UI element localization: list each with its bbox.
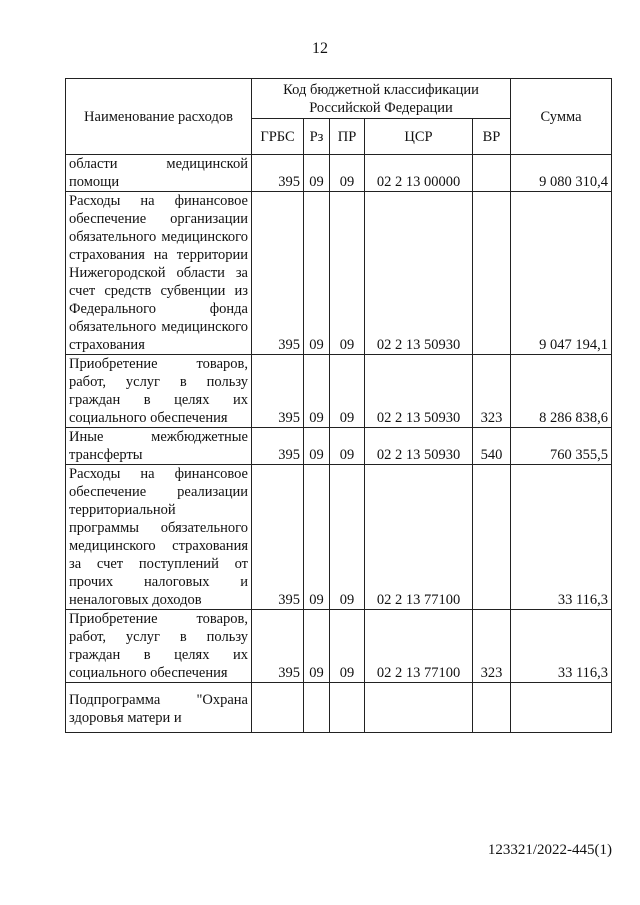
expense-name: Расходы на финансовое обеспечение реализации территориальной программы обязательного медицинского страхования за счет поступлений от прочих налоговых и неналоговых доходов	[66, 465, 252, 610]
expense-name: Приобретение товаров, работ, услуг в пользу граждан в целях их социального обеспечения	[66, 610, 252, 683]
vr-cell	[473, 192, 511, 355]
sum-cell	[511, 683, 612, 733]
expense-name: Подпрограмма "Охрана здоровья матери и	[66, 683, 252, 733]
table-row	[66, 155, 612, 192]
csr-cell: 02 2 13 50930	[365, 192, 473, 355]
header-sum-column: Сумма	[511, 79, 612, 155]
rz-cell: 09	[304, 192, 330, 355]
sum-cell: 8 286 838,6	[511, 355, 612, 428]
sum-cell: 33 116,3	[511, 465, 612, 610]
pr-cell: 09	[330, 428, 365, 465]
sum-cell: 9 047 194,1	[511, 192, 612, 355]
vr-cell: 323	[473, 610, 511, 683]
expense-name: области медицинской помощи	[66, 155, 252, 192]
csr-cell: 02 2 13 77100	[365, 465, 473, 610]
table-row	[66, 610, 612, 683]
csr-cell: 02 2 13 77100	[365, 610, 473, 683]
header-name-column: Наименование расходов	[66, 79, 252, 155]
budget-table	[65, 78, 612, 733]
grbs-cell: 395	[252, 355, 304, 428]
pr-cell: 09	[330, 155, 365, 192]
header-csr: ЦСР	[365, 119, 473, 155]
csr-cell	[365, 683, 473, 733]
pr-cell: 09	[330, 355, 365, 428]
header-code-group: Код бюджетной классификации Российской Федерации	[252, 79, 511, 119]
csr-cell: 02 2 13 50930	[365, 428, 473, 465]
grbs-cell: 395	[252, 428, 304, 465]
grbs-cell: 395	[252, 192, 304, 355]
table-row	[66, 355, 612, 428]
document-code: 123321/2022-445(1)	[487, 842, 612, 858]
pr-cell: 09	[330, 192, 365, 355]
rz-cell: 09	[304, 610, 330, 683]
csr-cell: 02 2 13 00000	[365, 155, 473, 192]
vr-cell: 323	[473, 355, 511, 428]
page-number: 12	[312, 40, 328, 57]
rz-cell: 09	[304, 355, 330, 428]
header-rz: Рз	[304, 119, 330, 155]
table-row	[66, 428, 612, 465]
rz-cell: 09	[304, 428, 330, 465]
grbs-cell: 395	[252, 465, 304, 610]
header-grbs: ГРБС	[252, 119, 304, 155]
vr-cell	[473, 155, 511, 192]
pr-cell: 09	[330, 465, 365, 610]
grbs-cell: 395	[252, 155, 304, 192]
expense-name: Приобретение товаров, работ, услуг в пользу граждан в целях их социального обеспечения	[66, 355, 252, 428]
pr-cell	[330, 683, 365, 733]
expense-name: Расходы на финансовое обеспечение организации обязательного медицинского страхования на территории Нижегородской области за счет средств субвенции из Федерального фонда обязательного медицинского страхования	[66, 192, 252, 355]
vr-cell: 540	[473, 428, 511, 465]
vr-cell	[473, 465, 511, 610]
pr-cell: 09	[330, 610, 365, 683]
header-pr: ПР	[330, 119, 365, 155]
sum-cell: 760 355,5	[511, 428, 612, 465]
grbs-cell: 395	[252, 610, 304, 683]
vr-cell	[473, 683, 511, 733]
header-vr: ВР	[473, 119, 511, 155]
rz-cell: 09	[304, 465, 330, 610]
rz-cell	[304, 683, 330, 733]
csr-cell: 02 2 13 50930	[365, 355, 473, 428]
expense-name: Иные межбюджетные трансферты	[66, 428, 252, 465]
sum-cell: 9 080 310,4	[511, 155, 612, 192]
table-row	[66, 192, 612, 355]
table-row	[66, 465, 612, 610]
rz-cell: 09	[304, 155, 330, 192]
sum-cell: 33 116,3	[511, 610, 612, 683]
grbs-cell	[252, 683, 304, 733]
table-row	[66, 683, 612, 733]
